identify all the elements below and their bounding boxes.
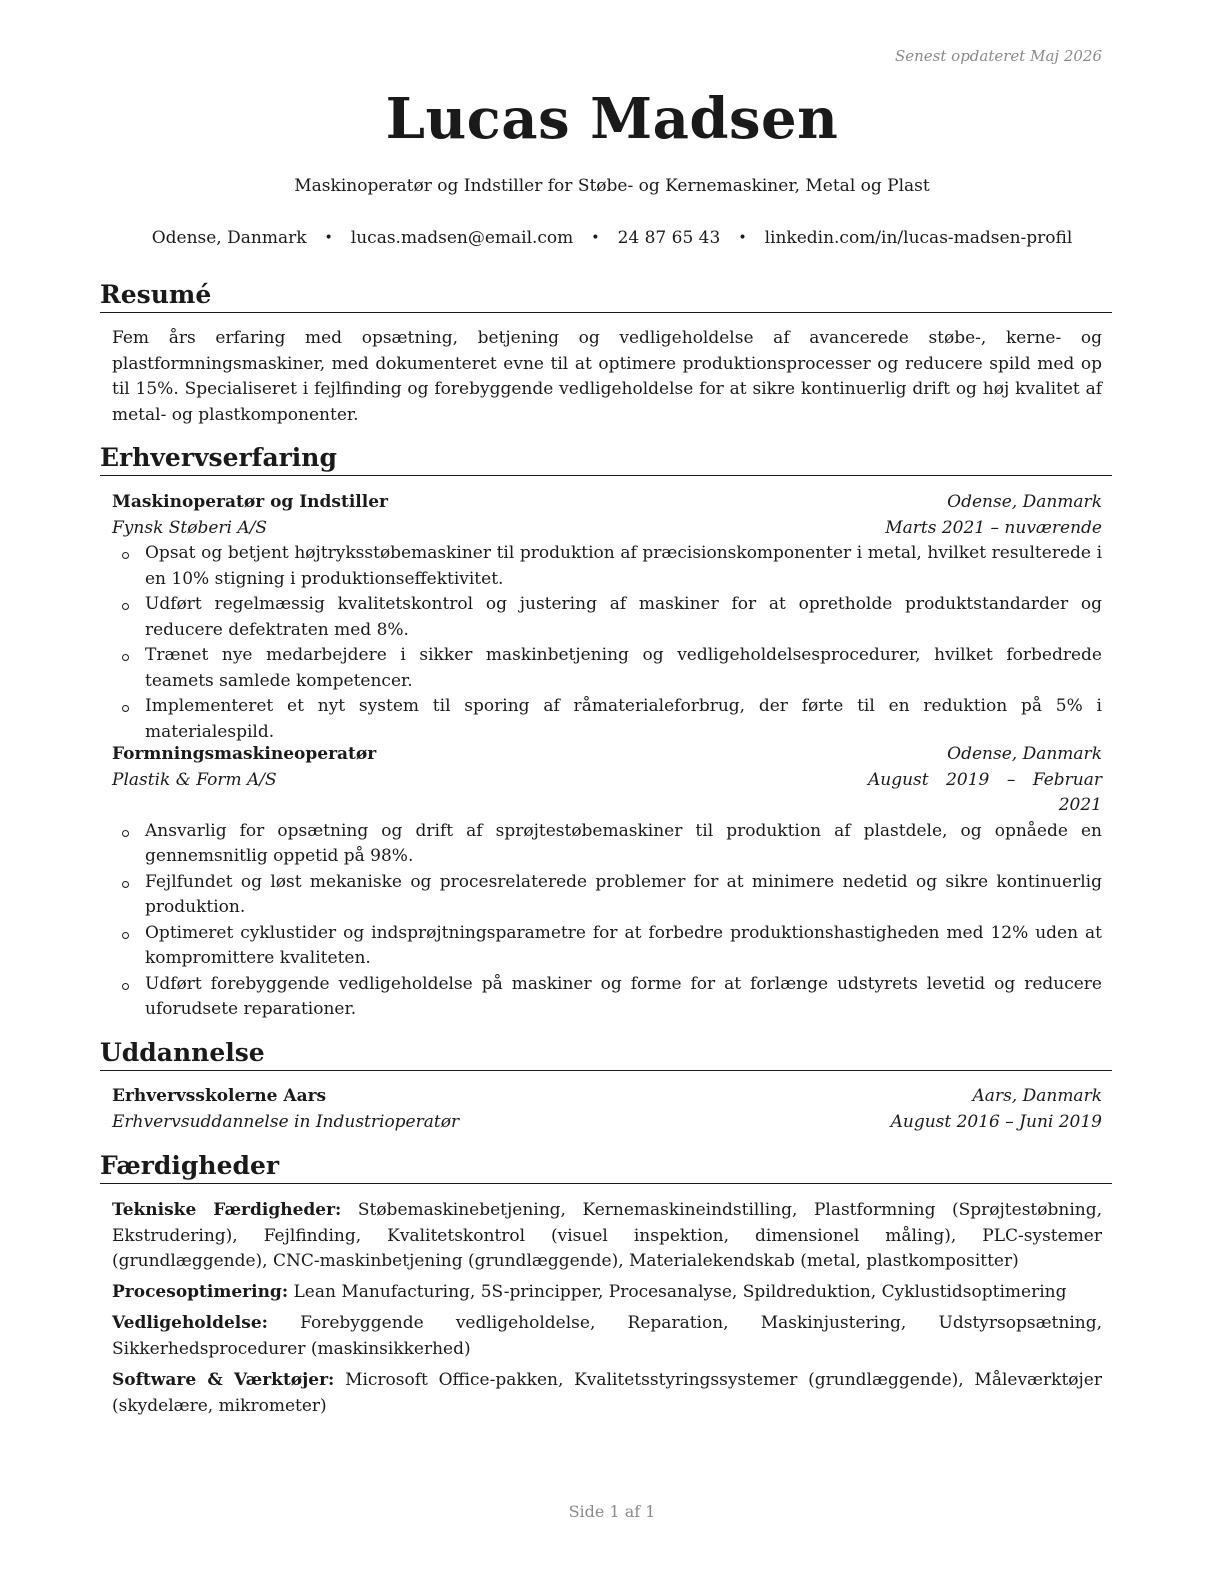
list-item [112,592,1102,643]
skill-group-text: Microsoft Office-pakken, Kvalitetsstyringssystemer (grundlæggende), Måleværktøjer (skydelære, mikrometer) [112,1370,1102,1416]
bullet-circle-icon [122,881,129,888]
education-entry [112,1084,1102,1135]
skill-group [112,1368,1102,1419]
job-location: Odense, Danmark [947,744,1102,764]
list-item [112,921,1102,972]
candidate-name: Lucas Madsen [385,86,839,152]
education-header-row [112,1084,1102,1110]
bullet-text: Trænet nye medarbejdere i sikker maskinbetjening og vedligeholdelsesprocedurer, hvilket forbedrede teamets samlede kompetencer. [145,645,1102,691]
candidate-headline: Maskinoperatør og Indstiller for Støbe- og Kernemaskiner, Metal og Plast [294,176,930,196]
contact-linkedin[interactable]: linkedin.com/in/lucas-madsen-profil [764,228,1073,248]
bullet-circle-icon [122,654,129,661]
contact-phone: 24 87 65 43 [617,228,721,248]
bullet-circle-icon [122,603,129,610]
bullet-circle-icon [122,552,129,559]
bullet-text: Fejlfundet og løst mekaniske og procesrelaterede problemer for at minimere nedetid og sikre kontinuerlig produktion. [145,871,1102,917]
skill-group-label: Tekniske Færdigheder: [112,1200,342,1220]
job-company: Plastik & Form A/S [112,769,277,790]
skill-group [112,1311,1102,1362]
section-title-skills: Færdigheder [100,1151,1112,1184]
separator-dot: • [738,230,747,246]
education-dates: August 2016 – Juni 2019 [890,1111,1102,1132]
education-subheader-row [112,1110,1102,1136]
job-bullet-list [112,819,1102,1023]
job-header-row [112,742,1102,768]
job-header-row [112,490,1102,516]
section-title-experience: Erhvervserfaring [100,443,1112,476]
job-role: Formningsmaskineoperatør [112,744,377,764]
skill-group [112,1198,1102,1275]
bullet-circle-icon [122,983,129,990]
job-entry [112,490,1102,745]
bullet-text: Ansvarlig for opsætning og drift af sprøjtestøbemaskiner til produktion af plastdele, og opnåede en gennemsnitlig oppetid på 98%. [145,820,1102,866]
bullet-text: Opsat og betjent højtryksstøbemaskiner til produktion af præcisionskomponenter i metal, hvilket resulterede i en 10% stigning i produktionseffektivitet. [145,543,1102,589]
contact-email[interactable]: lucas.madsen@email.com [350,228,574,248]
bullet-text: Udført regelmæssig kvalitetskontrol og justering af maskiner for at opretholde produktstandarder og reducere defektraten med 8%. [145,594,1102,640]
section-title-education: Uddannelse [100,1038,1112,1071]
contact-location: Odense, Danmark [151,228,307,248]
separator-dot: • [591,230,600,246]
separator-dot: • [324,230,333,246]
job-role: Maskinoperatør og Indstiller [112,492,388,512]
bullet-circle-icon [122,932,129,939]
job-dates: Marts 2021 – nuværende [885,517,1102,538]
bullet-text: Implementeret et nyt system til sporing af råmaterialeforbrug, der førte til en reduktion på 5% i materialespild. [145,696,1102,742]
skill-group-label: Software & Værktøjer: [112,1370,335,1390]
last-updated: Senest opdateret Maj 2026 [894,47,1102,65]
list-item [112,972,1102,1023]
skill-group-label: Vedligeholdelse: [112,1313,268,1333]
job-dates: August 2019 – Februar 2021 [868,769,1102,815]
job-bullet-list [112,541,1102,745]
list-item [112,643,1102,694]
education-location: Aars, Danmark [972,1086,1102,1106]
page-number: Side 1 af 1 [568,1502,656,1521]
job-subheader-row [112,516,1102,542]
education-degree: Erhvervsuddannelse in Industrioperatør [112,1111,460,1132]
job-subheader-row [112,768,1102,819]
skill-group-text: Forebyggende vedligeholdelse, Reparation, Maskinjustering, Udstyrsopsætning, Sikkerhedsprocedurer (maskinsikkerhed) [112,1313,1103,1359]
skill-group-text: Støbemaskinebetjening, Kernemaskineindstilling, Plastformning (Sprøjtestøbning, Ekstrudering), Fejlfinding, Kvalitetskontrol (visuel inspektion, dimensionel måling), PLC-systemer (grundlæggende), CNC-maskinbetjening (grundlæggende), Materialekendskab (metal, plastkompositter) [112,1200,1102,1271]
summary-text: Fem års erfaring med opsætning, betjening og vedligeholdelse af avancerede støbe-, kerne- og plastformningsmaskiner, med dokumenteret evne til at optimere produktionsprocesser og reducere spild med op til 15%. Specialiseret i fejlfinding og forebyggende vedligeholdelse for at sikre kontinuerlig drift og høj kvalitet af metal- og plastkomponenter. [112,328,1102,425]
job-location: Odense, Danmark [947,492,1102,512]
contact-line [0,228,1224,248]
job-company: Fynsk Støberi A/S [112,517,268,538]
skill-group [112,1280,1102,1306]
job-entry [112,742,1102,1023]
list-item [112,541,1102,592]
education-school: Erhvervsskolerne Aars [112,1086,327,1106]
skill-group-text: Lean Manufacturing, 5S-principper, Procesanalyse, Spildreduktion, Cyklustidsoptimering [293,1282,1067,1302]
bullet-text: Udført forebyggende vedligeholdelse på maskiner og forme for at forlænge udstyrets levetid og reducere uforudsete reparationer. [145,973,1102,1019]
list-item [112,870,1102,921]
bullet-text: Optimeret cyklustider og indsprøjtningsparametre for at forbedre produktionshastigheden med 12% uden at kompromittere kvaliteten. [145,922,1102,968]
list-item [112,694,1102,745]
list-item [112,819,1102,870]
section-title-summary: Resumé [100,280,1112,313]
bullet-circle-icon [122,705,129,712]
skill-group-label: Procesoptimering: [112,1282,289,1302]
bullet-circle-icon [122,830,129,837]
